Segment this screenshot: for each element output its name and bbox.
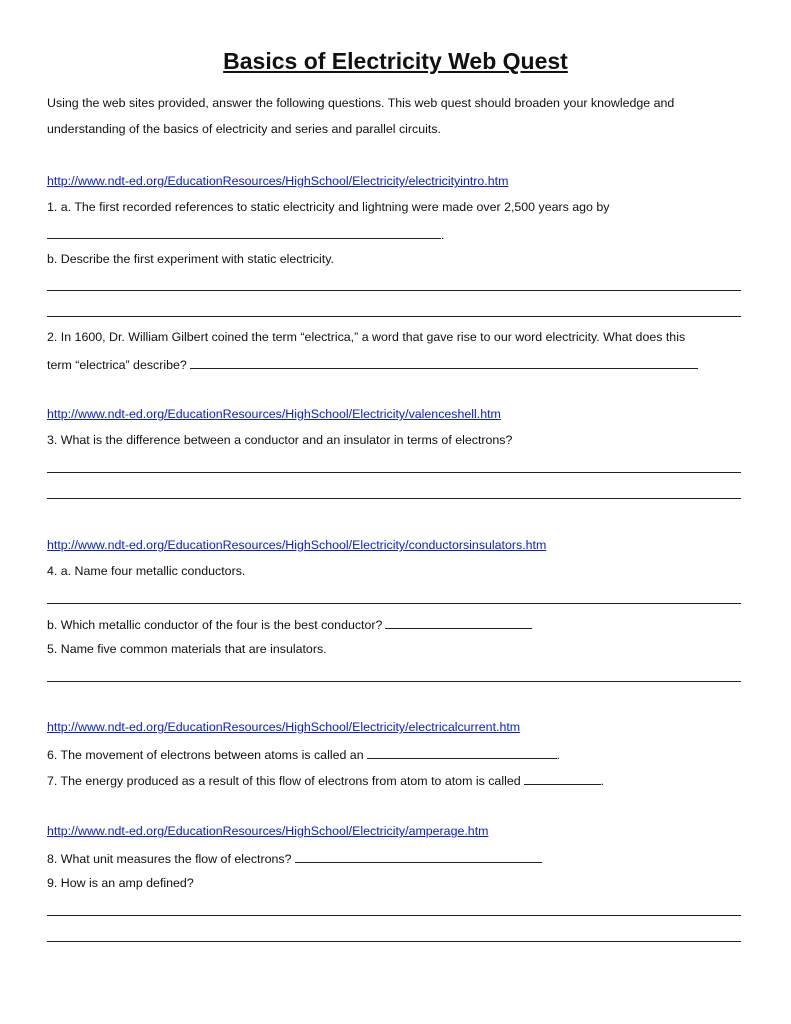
answer-line-5[interactable] <box>47 681 741 682</box>
question-7-line: 7. The energy produced as a result of this flow of electrons from atom to atom is called . <box>47 771 747 789</box>
question-1a-answer-line: . <box>47 225 747 243</box>
question-4a: 4. a. Name four metallic conductors. <box>47 564 246 578</box>
page-title: Basics of Electricity Web Quest <box>223 48 568 74</box>
question-9: 9. How is an amp defined? <box>47 876 194 890</box>
question-4b-line: b. Which metallic conductor of the four is the best conductor? <box>47 615 747 633</box>
answer-line-4a[interactable] <box>47 603 741 604</box>
question-3: 3. What is the difference between a conductor and an insulator in terms of electrons? <box>47 433 513 447</box>
answer-blank-2[interactable] <box>190 355 698 369</box>
question-2-line-2: term “electrica” describe? <box>47 355 747 373</box>
link-electricity-intro[interactable]: http://www.ndt-ed.org/EducationResources/HighSchool/Electricity/electricityintro.htm <box>47 174 509 188</box>
question-6-line: 6. The movement of electrons between atoms is called an . <box>47 745 747 763</box>
link-conductors-insulators[interactable]: http://www.ndt-ed.org/EducationResources/HighSchool/Electricity/conductorsinsulators.htm <box>47 538 547 552</box>
answer-blank-1a[interactable] <box>47 225 441 239</box>
intro-line-2: understanding of the basics of electricity and series and parallel circuits. <box>47 122 441 136</box>
intro-line-1: Using the web sites provided, answer the following questions. This web quest should broaden your knowledge and <box>47 96 675 110</box>
answer-blank-7[interactable] <box>524 771 601 785</box>
answer-blank-8[interactable] <box>295 849 542 863</box>
link-amperage[interactable]: http://www.ndt-ed.org/EducationResources/HighSchool/Electricity/amperage.htm <box>47 824 489 838</box>
answer-line-9-2[interactable] <box>47 941 741 942</box>
question-5: 5. Name five common materials that are insulators. <box>47 642 327 656</box>
answer-blank-6[interactable] <box>367 745 557 759</box>
question-2-line-1: 2. In 1600, Dr. William Gilbert coined the term “electrica,” a word that gave rise to our word electricity. What does this <box>47 330 686 344</box>
answer-line-9-1[interactable] <box>47 915 741 916</box>
answer-blank-4b[interactable] <box>385 615 532 629</box>
question-8-line: 8. What unit measures the flow of electrons? <box>47 849 747 867</box>
answer-line-1b-2[interactable] <box>47 316 741 317</box>
answer-line-3-1[interactable] <box>47 472 741 473</box>
link-electrical-current[interactable]: http://www.ndt-ed.org/EducationResources/HighSchool/Electricity/electricalcurrent.htm <box>47 720 521 734</box>
answer-line-3-2[interactable] <box>47 498 741 499</box>
question-1a: 1. a. The first recorded references to static electricity and lightning were made over 2,500 years ago by <box>47 200 610 214</box>
link-valence-shell[interactable]: http://www.ndt-ed.org/EducationResources/HighSchool/Electricity/valenceshell.htm <box>47 407 501 421</box>
answer-line-1b-1[interactable] <box>47 290 741 291</box>
question-1b: b. Describe the first experiment with static electricity. <box>47 252 334 266</box>
